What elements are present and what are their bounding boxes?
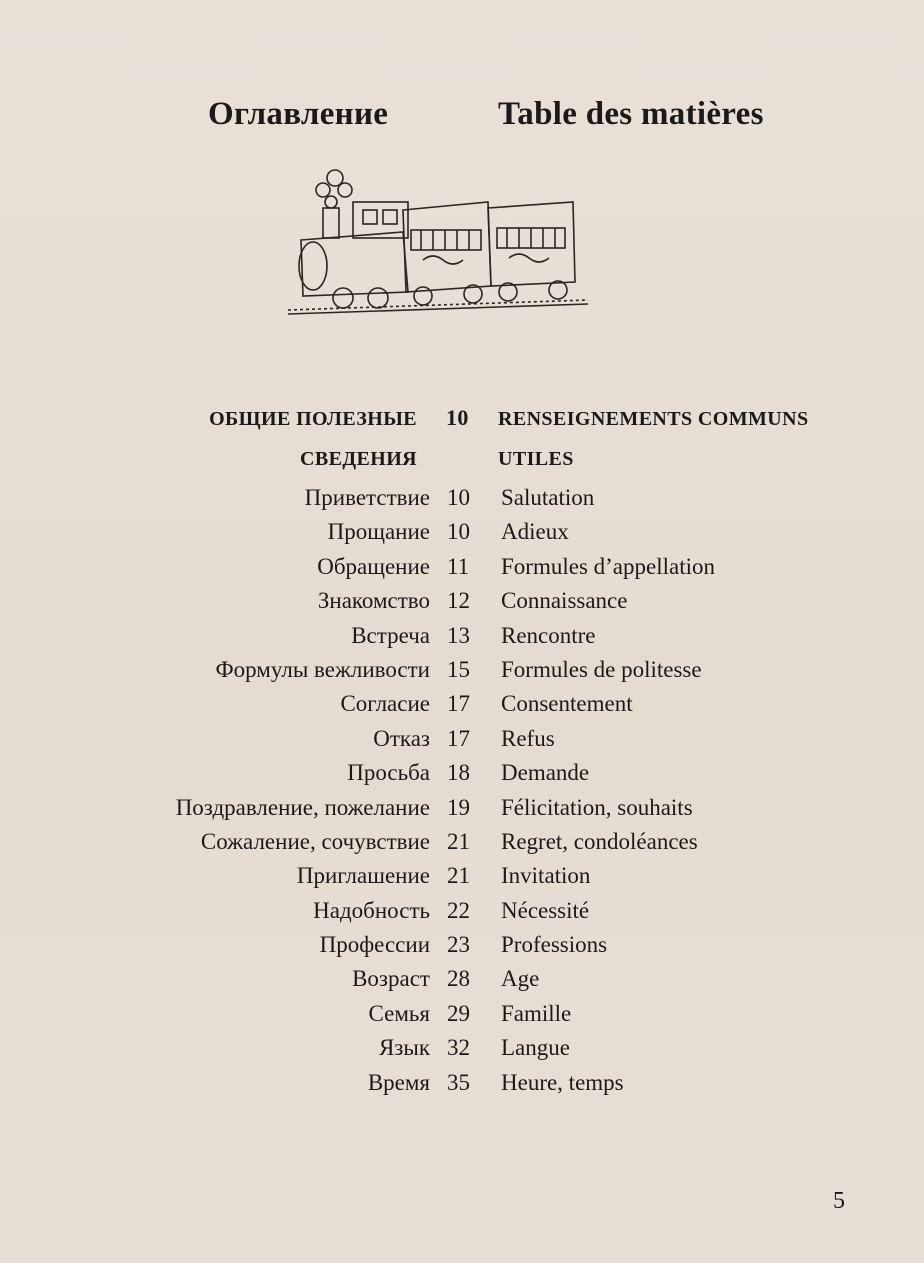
toc-entry	[0, 760, 924, 794]
toc-entry-page: 29	[447, 1000, 470, 1026]
toc-entry-fr: Langue	[501, 1035, 570, 1061]
section-title-ru-line1: ОБЩИЕ ПОЛЕЗНЫЕ	[209, 408, 417, 430]
toc-entry-ru: Время	[367, 1069, 430, 1095]
toc-entry-page: 17	[447, 725, 470, 751]
toc-entry-fr: Demande	[501, 760, 590, 786]
section-title-ru-line2: СВЕДЕНИЯ	[300, 448, 417, 470]
toc-entry	[0, 554, 924, 588]
section-page-number: 10	[446, 405, 469, 430]
toc-entry-fr: Invitation	[501, 863, 591, 889]
toc-entry-ru: Язык	[378, 1035, 430, 1061]
toc-entry-page: 13	[447, 622, 470, 648]
toc-entry	[0, 898, 924, 932]
toc-entry-fr: Connaissance	[501, 588, 628, 614]
toc-entry	[0, 795, 924, 829]
toc-entry	[0, 932, 924, 966]
toc-entry-fr: Nécessité	[501, 897, 590, 923]
toc-entry	[0, 691, 924, 725]
toc-entry-ru: Возраст	[352, 966, 430, 992]
toc-entry-fr: Heure, temps	[501, 1069, 624, 1095]
table-of-contents	[0, 485, 924, 1104]
toc-entry-fr: Rencontre	[501, 622, 596, 648]
toc-entry-ru: Поздравление, пожелание	[175, 794, 430, 820]
toc-entry-page: 19	[447, 794, 470, 820]
toc-entry-page: 12	[447, 588, 470, 614]
toc-entry	[0, 1070, 924, 1104]
toc-entry	[0, 657, 924, 691]
toc-entry-ru: Приветствие	[304, 485, 430, 510]
steam-train-illustration	[283, 160, 593, 320]
toc-entry-fr: Adieux	[501, 519, 569, 545]
toc-entry-page: 21	[447, 863, 470, 889]
toc-entry	[0, 588, 924, 622]
toc-entry-ru: Просьба	[347, 760, 430, 786]
toc-entry-page: 21	[447, 828, 470, 854]
toc-entry	[0, 726, 924, 760]
toc-entry-page: 11	[447, 553, 470, 579]
toc-entry-ru: Приглашение	[296, 863, 430, 889]
toc-entry	[0, 485, 924, 519]
toc-entry-fr: Félicitation, souhaits	[501, 794, 693, 820]
toc-entry-page: 22	[447, 897, 470, 923]
toc-entry-fr: Formules de politesse	[501, 656, 702, 682]
toc-entry-ru: Согласие	[340, 691, 430, 717]
toc-entry	[0, 829, 924, 863]
toc-entry-ru: Профессии	[319, 932, 430, 958]
toc-entry-page: 32	[447, 1035, 470, 1061]
page-number: 5	[833, 1188, 845, 1214]
toc-entry-fr: Regret, condoléances	[501, 828, 698, 854]
toc-entry	[0, 1035, 924, 1069]
toc-entry-fr: Formules d’appellation	[501, 553, 715, 579]
section-title-fr-line2: UTILES	[498, 448, 574, 470]
toc-entry-page: 10	[447, 519, 470, 545]
toc-entry-fr: Salutation	[501, 485, 595, 510]
toc-entry-ru: Знакомство	[317, 588, 430, 614]
toc-entry-fr: Consentement	[501, 691, 633, 717]
heading-french: Table des matières	[498, 96, 764, 132]
toc-entry-ru: Обращение	[317, 553, 430, 579]
toc-entry-fr: Refus	[501, 725, 555, 751]
toc-entry	[0, 863, 924, 897]
section-title-fr-line1: RENSEIGNEMENTS COMMUNS	[498, 408, 809, 430]
toc-entry	[0, 1001, 924, 1035]
toc-entry-page: 28	[447, 966, 470, 992]
toc-entry-ru: Отказ	[373, 725, 430, 751]
toc-entry-page: 10	[447, 485, 470, 510]
toc-entry-ru: Встреча	[351, 622, 430, 648]
toc-entry-fr: Professions	[501, 932, 608, 958]
toc-entry-ru: Формулы вежливости	[215, 656, 430, 682]
toc-entry-fr: Age	[501, 966, 540, 992]
toc-entry-page: 15	[447, 656, 470, 682]
toc-entry-ru: Семья	[368, 1000, 430, 1026]
toc-entry-ru: Надобность	[313, 897, 430, 923]
toc-entry-page: 35	[447, 1069, 470, 1095]
toc-entry-page: 23	[447, 932, 470, 958]
toc-entry	[0, 966, 924, 1000]
toc-entry-ru: Сожаление, сочувствие	[200, 828, 430, 854]
toc-entry-page: 18	[447, 760, 470, 786]
toc-entry-ru: Прощание	[327, 519, 430, 545]
toc-entry	[0, 623, 924, 657]
toc-entry-page: 17	[447, 691, 470, 717]
toc-entry	[0, 519, 924, 553]
toc-entry-fr: Famille	[501, 1000, 572, 1026]
heading-russian: Оглавление	[208, 96, 389, 132]
